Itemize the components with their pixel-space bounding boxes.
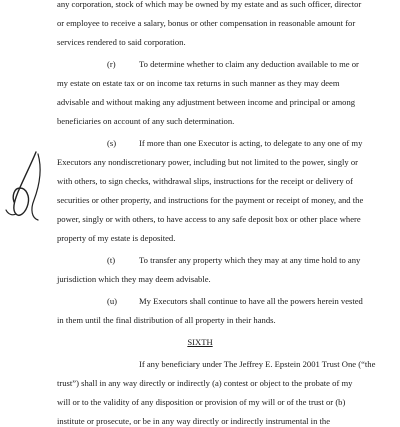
text-line: jurisdiction which they may deem advisable. [57, 274, 211, 284]
text-line: My Executors shall continue to have all the powers herein vested [139, 296, 363, 306]
clause-r [107, 59, 359, 70]
clause-s [107, 138, 362, 149]
text-line: To transfer any property which they may at any time hold to any [139, 255, 361, 265]
text-line: or employee to receive a salary, bonus or other compensation in reasonable amount for [57, 18, 356, 28]
text-line: beneficiaries on account of any such determination. [57, 116, 235, 126]
text-line: securities or other property, and instructions for the payment or receipt of money, and the [57, 195, 364, 205]
text-line: institute or prosecute, or be in any way directly or indirectly instrumental in the [57, 416, 331, 426]
text-line: my estate on estate tax or on income tax returns in such manner as they may deem [57, 78, 340, 88]
handwritten-initials [2, 148, 58, 224]
text-line: property of my estate is deposited. [57, 233, 176, 243]
text-line: If any beneficiary under The Jeffrey E. Epstein 2001 Trust One (“the [139, 359, 376, 369]
text-line: services rendered to said corporation. [57, 37, 186, 47]
text-line: any corporation, stock of which may be owned by my estate and as such officer, director [57, 0, 362, 9]
text-line: Executors any nondiscretionary power, including but not limited to the power, singly or [57, 157, 358, 167]
text-line: advisable and without making any adjustment between income and principal or among [57, 97, 356, 107]
text-line: in them until the final distribution of all property in their hands. [57, 315, 276, 325]
clause-label: (s) [107, 138, 117, 148]
text-line: power, singly or with others, to have access to any safe deposit box or other place where [57, 214, 361, 224]
clause-u [107, 296, 363, 307]
text-line: with others, to sign checks, withdrawal slips, instructions for the receipt or delivery of [57, 176, 353, 186]
section-heading: SIXTH [187, 337, 213, 347]
clause-label: (u) [107, 296, 118, 306]
text-line: To determine whether to claim any deduction available to me or [139, 59, 359, 69]
clause-t [107, 255, 360, 266]
clause-label: (r) [107, 59, 116, 69]
text-line: If more than one Executor is acting, to delegate to any one of my [139, 138, 363, 148]
text-line: trust”) shall in any way directly or indirectly (a) contest or object to the probate of my [57, 378, 353, 388]
text-line: will or to the validity of any disposition or provision of my will or of the trust or (b) [57, 397, 346, 407]
clause-label: (t) [107, 255, 116, 265]
